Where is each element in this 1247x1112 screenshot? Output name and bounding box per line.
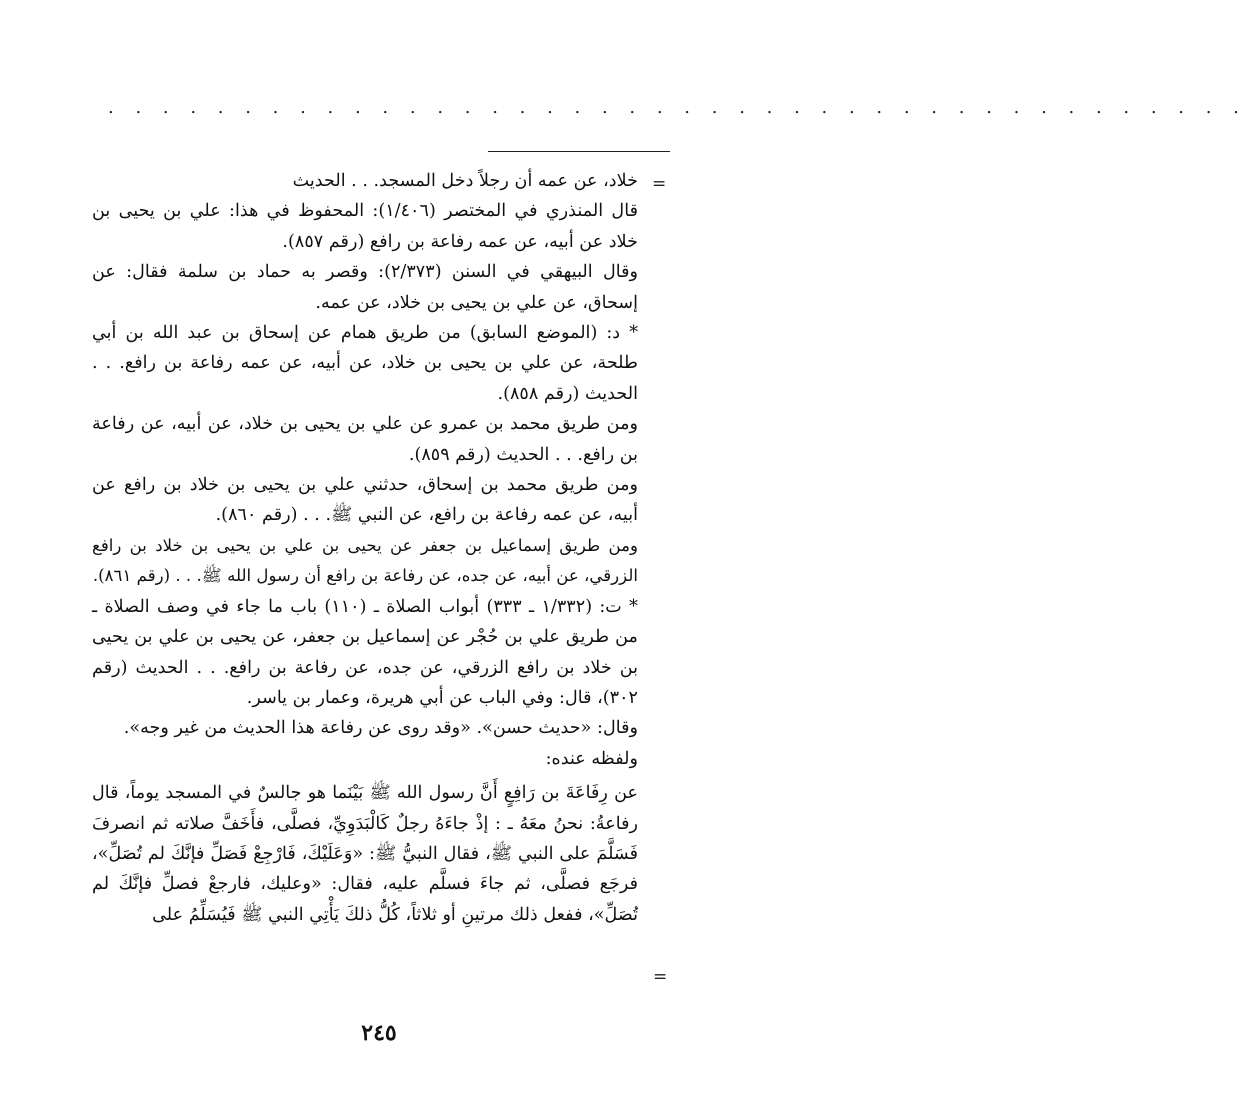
footnote-body (92, 166, 638, 930)
paragraph-4: * د: (الموضع السابق) من طريق همام عن إسحاق بن عبد الله بن أبي طلحة، عن علي بن يحيى بن خلاد، عن أبيه، عن عمه رفاعة بن رافع. . . الحديث (رقم ٨٥٨). (92, 323, 638, 404)
paragraph-10: ولفظه عنده: (545, 748, 638, 769)
footnote-rule (488, 151, 670, 152)
paragraph-3: وقال البيهقي في السنن (٢/٣٧٣): وقصر به حماد بن سلمة فقال: عن إسحاق، عن علي بن يحيى بن خلاد، عن عمه. (92, 262, 638, 313)
paragraph-2: قال المنذري في المختصر (١/٤٠٦): المحفوظ في هذا: علي بن يحيى بن خلاد عن أبيه، عن عمه رفاعة بن رافع (رقم ٨٥٧). (92, 201, 638, 252)
footnote-continuation-marker: = (652, 174, 667, 194)
leader-dots: . . . . . . . . . . . . . . . . . . . . . . . . . . . . . . . . . . . . . . . . . . (108, 97, 1247, 118)
paragraph-1: خلاد، عن عمه أن رجلاً دخل المسجد. . . الحديث (292, 171, 638, 191)
paragraph-6: ومن طريق محمد بن إسحاق، حدثني علي بن يحيى بن خلاد بن رافع عن أبيه، عن عمه رفاعة بن رافع، عن النبي ﷺ. . . (رقم ٨٦٠). (92, 475, 638, 526)
page-number: ٢٤٥ (361, 1020, 397, 1046)
paragraph-8: * ت: (١/٣٣٢ ـ ٣٣٣) أبواب الصلاة ـ (١١٠) باب ما جاء في وصف الصلاة ـ من طريق علي بن حُجْر عن إسماعيل بن جعفر، عن يحيى بن علي بن يحيى بن خلاد بن رافع الزرقي، عن جده، عن رفاعة بن رافع. . . الحديث (رقم ٣٠٢)، قال: وفي الباب عن أبي هريرة، وعمار بن ياسر. (92, 596, 638, 708)
paragraph-11: عن رِفَاعَةَ بن رَافِعٍ أَنَّ رسول الله ﷺ بَيْنَما هو جالسٌ في المسجد يوماً، قال رفاعةُ: نحنُ معَهُ ـ : إذْ جاءَهُ رجلٌ كَالْبَدَوِيِّ، فصلَّى، فأَخَفَّ صلاته ثم انصرفَ فَسَلَّمَ على النبي ﷺ، فقال النبيُّ ﷺ: «وَعَلَيْكَ، فَارْجِعْ فَصَلِّ فإنَّكَ لم تُصَلِّ»، فرجَع فصلَّى، ثم جاءَ فسلَّم عليه، فقال: «وعليك، فارجعْ فصلِّ فإنَّكَ لم تُصَلِّ»، ففعل ذلك مرتينِ أو ثلاثاً، كُلُّ ذلكَ يَأْتِي النبي ﷺ فَيُسَلِّمُ على (92, 783, 638, 925)
paragraph-9: وقال: «حديث حسن». «وقد روى عن رفاعة هذا الحديث من غير وجه». (123, 718, 638, 739)
continuation-marker: = (653, 967, 668, 987)
paragraph-5: ومن طريق محمد بن عمرو عن علي بن يحيى بن خلاد، عن أبيه، عن رفاعة بن رافع. . . الحديث (رقم ٨٥٩). (92, 414, 638, 465)
paragraph-7: ومن طريق إسماعيل بن جعفر عن يحيى بن علي بن يحيى بن خلاد بن رافع الزرقي، عن أبيه، عن جده، عن رفاعة بن رافع أن رسول الله ﷺ. . . (رقم ٨٦١). (92, 535, 638, 586)
